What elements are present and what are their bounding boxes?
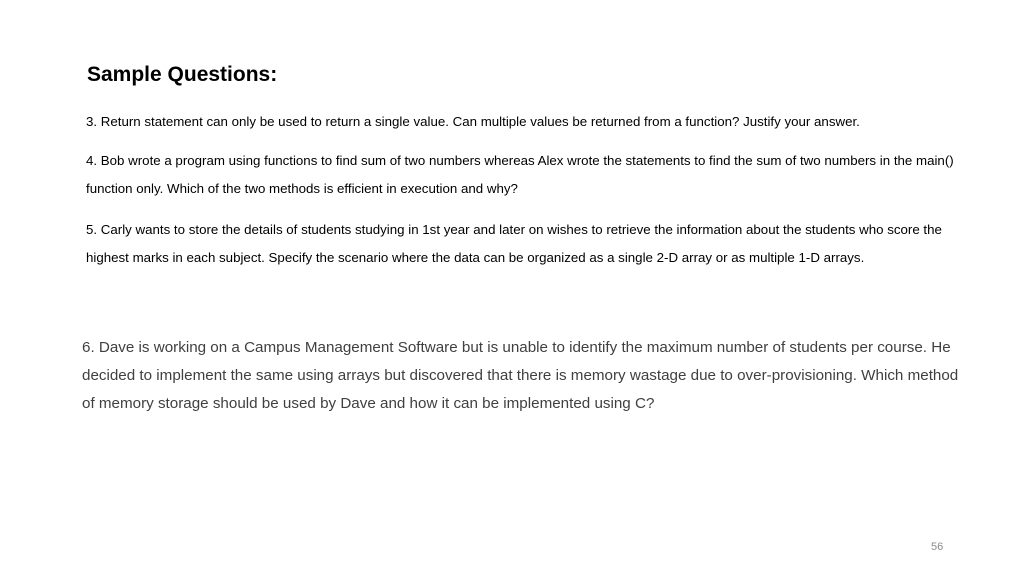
question-3: 3. Return statement can only be used to return a single value. Can multiple values be returned from a function? Justify your answer. <box>86 114 860 129</box>
question-4: 4. Bob wrote a program using functions to find sum of two numbers whereas Alex wrote the statements to find the sum of two numbers in the main() function only. Which of the two methods is efficient in execution and why? <box>86 153 954 196</box>
question-5: 5. Carly wants to store the details of students studying in 1st year and later on wishes to retrieve the information about the students who score the highest marks in each subject. Specify the scenario where the data can be organized as a single 2-D array or as multiple 1-D arrays. <box>86 222 942 265</box>
slide-title: Sample Questions: <box>87 63 278 86</box>
question-6: 6. Dave is working on a Campus Management Software but is unable to identify the maximum number of students per course. He decided to implement the same using arrays but discovered that there is memory wastage due to over-provisioning. Which method of memory storage should be used by Dave and how it can be implemented using C? <box>82 339 959 412</box>
page-number: 56 <box>931 541 944 553</box>
